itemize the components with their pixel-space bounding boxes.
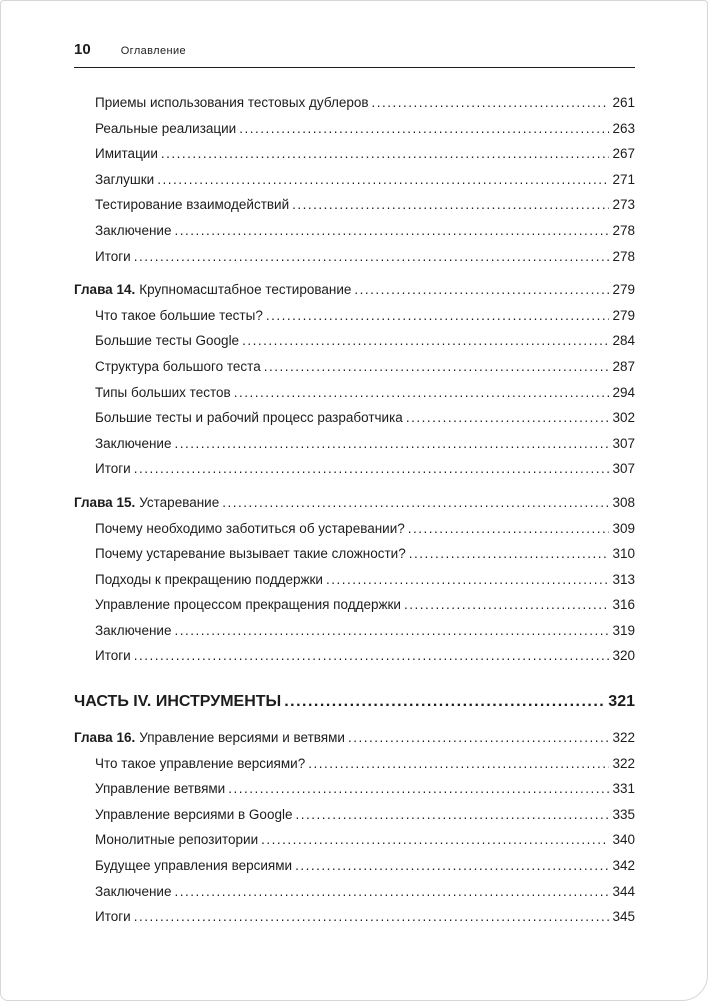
dot-leader: [234, 380, 610, 406]
toc-entry-title: Подходы к прекращению поддержки: [95, 571, 323, 587]
toc-entry-page: 284: [612, 333, 635, 349]
toc-entry: [74, 456, 635, 482]
running-head: Оглавление: [120, 45, 187, 57]
toc-entry-page: 267: [612, 146, 635, 162]
toc-entry-title: Заключение: [95, 883, 172, 899]
toc-entry: [74, 751, 635, 777]
toc-entry-title: Итоги: [95, 248, 131, 264]
toc-entry-page: 316: [612, 597, 635, 613]
toc-entry: [74, 328, 635, 354]
toc-entry: [74, 776, 635, 802]
toc-entry-title: Структура большого теста: [95, 358, 261, 374]
toc-entry-title: Монолитные репозитории: [95, 832, 259, 848]
toc-entry-page: 340: [612, 832, 635, 848]
toc-entry-title: Большие тесты и рабочий процесс разработчика: [95, 410, 403, 426]
toc-entry: [74, 687, 635, 717]
toc-entry-title: Заключение: [95, 622, 172, 638]
dot-leader: [404, 592, 610, 618]
toc-entry: [74, 380, 635, 406]
toc-entry: [74, 192, 635, 218]
toc-entry: [74, 567, 635, 593]
toc-entry-title: Реальные реализации: [95, 120, 237, 136]
toc-entry-title: Устаревание: [139, 494, 220, 510]
toc-entry-title: Заглушки: [95, 171, 155, 187]
toc-entry-title: Приемы использования тестовых дублеров: [95, 95, 369, 110]
toc-entry-title: Управление версиями в Google: [95, 806, 293, 822]
dot-leader: [406, 405, 610, 431]
toc-entry-title: Итоги: [95, 909, 131, 925]
toc-entry: [74, 592, 635, 618]
toc-entry-title: Будущее управления версиями: [95, 858, 293, 874]
dot-leader: [161, 141, 610, 167]
toc-entry: [74, 405, 635, 431]
toc-entry-title: Заключение: [95, 435, 172, 451]
toc-entry: [74, 116, 635, 142]
toc-entry-title: Управление версиями и ветвями: [139, 730, 345, 746]
dot-leader: [326, 567, 610, 593]
toc-entry-page: 319: [612, 622, 635, 638]
toc-entry-title: ЧАСТЬ IV. ИНСТРУМЕНТЫ: [74, 693, 282, 711]
dot-leader: [134, 456, 610, 482]
toc-entry-page: 322: [612, 730, 635, 746]
toc-entry-page: 321: [608, 693, 635, 711]
dot-leader: [408, 516, 610, 542]
dot-leader: [134, 244, 610, 270]
toc-entry-page: 307: [612, 435, 635, 451]
toc-entry-page: 273: [612, 197, 635, 213]
toc-entry-page: 313: [612, 571, 635, 587]
toc-entry: [74, 90, 635, 116]
toc-entry-title: Управление процессом прекращения поддержки: [95, 597, 401, 613]
toc-entry-page: 271: [612, 171, 635, 187]
toc-entry-title: Что такое управление версиями?: [95, 755, 306, 771]
toc-entry-page: 331: [612, 781, 635, 797]
toc-entry-page: 345: [612, 909, 635, 925]
toc-entry-title: Что такое большие тесты?: [95, 307, 263, 323]
dot-leader: [157, 167, 609, 193]
toc-entry: [74, 244, 635, 270]
toc-entry-page: 309: [612, 520, 635, 536]
toc-entry: [74, 725, 635, 751]
toc-entry-page: 310: [612, 546, 635, 562]
dot-leader: [348, 725, 610, 751]
page-number: 10: [74, 41, 91, 58]
toc-entry-title: Типы больших тестов: [95, 384, 231, 400]
toc-entry-page: 308: [612, 494, 635, 510]
toc-entry: [74, 218, 635, 244]
toc-entry-title: Тестирование взаимодействий: [95, 197, 290, 213]
dot-leader: [134, 643, 610, 669]
dot-leader: [354, 277, 609, 303]
toc-entry: [74, 618, 635, 644]
toc-entry-title: Итоги: [95, 461, 131, 477]
dot-leader: [284, 687, 605, 717]
toc-entry-title: Почему необходимо заботиться об устаревании?: [95, 520, 405, 536]
dot-leader: [409, 541, 610, 567]
toc-entry-page: 302: [612, 410, 635, 426]
dot-leader: [174, 618, 609, 644]
toc-entry: [74, 431, 635, 457]
toc-entry: [74, 354, 635, 380]
dot-leader: [295, 802, 609, 828]
toc-entry-title: Заключение: [95, 222, 172, 238]
dot-leader: [239, 116, 609, 142]
toc-entry: [74, 490, 635, 516]
toc-entry-page: 320: [612, 648, 635, 664]
toc-entry-page: 287: [612, 358, 635, 374]
toc-entry-page: 278: [612, 248, 635, 264]
toc-entry-title: Крупномасштабное тестирование: [139, 282, 352, 298]
dot-leader: [266, 303, 610, 329]
toc-entry: [74, 516, 635, 542]
toc-entry: [74, 141, 635, 167]
toc-entry-prefix: Глава 14.: [74, 282, 136, 298]
toc-entry: [74, 904, 635, 930]
dot-leader: [264, 354, 610, 380]
toc-entry-title: Итоги: [95, 648, 131, 664]
toc-entry-page: 307: [612, 461, 635, 477]
dot-leader: [292, 192, 609, 218]
page-header: [74, 41, 635, 58]
toc-entry-page: 279: [612, 307, 635, 323]
toc-entry-page: 263: [612, 120, 635, 136]
toc-entry-title: Управление ветвями: [95, 781, 226, 797]
dot-leader: [134, 904, 610, 930]
dot-leader: [308, 751, 609, 777]
toc-list: [74, 90, 635, 930]
dot-leader: [174, 218, 609, 244]
dot-leader: [222, 490, 609, 516]
header-rule: [74, 67, 635, 68]
dot-leader: [174, 879, 609, 905]
dot-leader: [261, 827, 609, 853]
toc-entry-page: 342: [612, 858, 635, 874]
dot-leader: [372, 90, 610, 116]
dot-leader: [228, 776, 609, 802]
toc-entry-prefix: Глава 16.: [74, 730, 136, 746]
toc-entry: [74, 303, 635, 329]
toc-entry: [74, 643, 635, 669]
dot-leader: [295, 853, 609, 879]
toc-entry: [74, 802, 635, 828]
toc-entry-page: 335: [612, 806, 635, 822]
toc-entry-page: 344: [612, 883, 635, 899]
toc-entry: [74, 879, 635, 905]
toc-entry: [74, 827, 635, 853]
toc-entry-page: 294: [612, 384, 635, 400]
toc-entry-page: 279: [612, 282, 635, 298]
dot-leader: [242, 328, 609, 354]
toc-entry: [74, 853, 635, 879]
toc-entry-prefix: Глава 15.: [74, 494, 136, 510]
toc-entry-page: 261: [612, 95, 635, 110]
toc-entry-page: 278: [612, 222, 635, 238]
toc-entry-title: Большие тесты Google: [95, 333, 240, 349]
toc-entry-title: Почему устаревание вызывает такие сложности?: [95, 546, 406, 562]
toc-entry-page: 322: [612, 755, 635, 771]
toc-entry-title: Имитации: [95, 146, 158, 162]
toc-entry: [74, 277, 635, 303]
toc-entry: [74, 167, 635, 193]
toc-entry: [74, 541, 635, 567]
dot-leader: [174, 431, 609, 457]
